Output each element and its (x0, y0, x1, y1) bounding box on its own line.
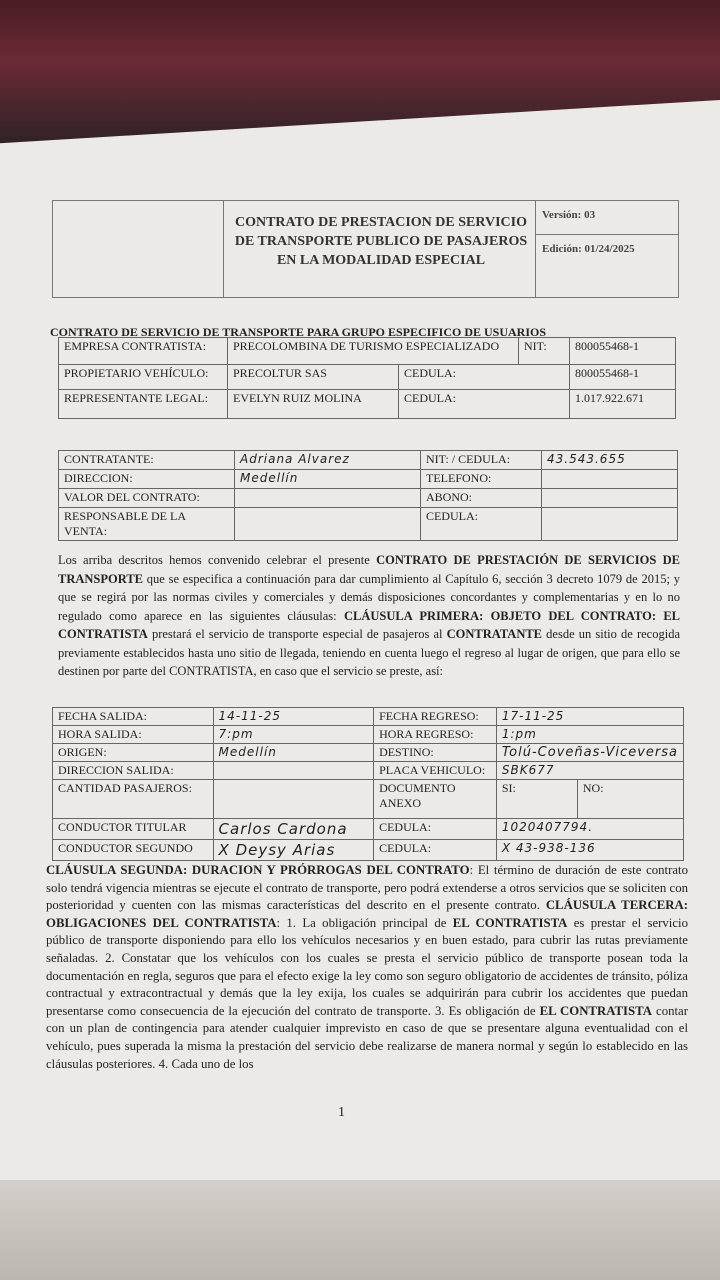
clause-bold: EL CONTRATISTA (539, 1003, 652, 1018)
table-row (53, 840, 684, 861)
title-line-1: CONTRATO DE PRESTACION DE SERVICIO (234, 215, 527, 230)
value-fecha-salida: 14-11-25 (213, 708, 374, 726)
value-cedula (542, 508, 678, 541)
label-empresa: EMPRESA CONTRATISTA: (59, 338, 228, 365)
table-row (53, 819, 684, 840)
page-number: 1 (338, 1105, 345, 1120)
table-row (59, 508, 678, 541)
intro-bold: CONTRATANTE (446, 627, 543, 641)
clause-text: es prestar el servicio público de transporte disponiendo para ello los vehículos necesarios y en buen estado, para cubrir las rutas previamente señaladas. 2. Constatar que los vehículos con los cuales se presta el servicio público de transporte posean toda la documentación en regla, seguros que para el efecto exige la ley como son seguro obligatorio de accidentes de tránsito, póliza contractual y extracontractual y demás que la ley exija, los cuales se adquirirán para cubrir los accidentes que puedan presentarse como consecuencia de la ejecución del contrato de transporte. 3. Es obligación de (46, 915, 688, 1018)
label-cedula: CEDULA: (399, 390, 570, 419)
value-responsable (235, 508, 421, 541)
label-origen: ORIGEN: (53, 744, 214, 762)
label-conductor-segundo: CONDUCTOR SEGUNDO (53, 840, 214, 861)
label-no: NO: (577, 780, 683, 819)
table-row (59, 489, 678, 508)
intro-text: prestará el servicio de transporte especial de pasajeros al (147, 627, 447, 641)
value-hora-salida: 7:pm (213, 726, 374, 744)
value-conductor-segundo: X Deysy Arias (213, 840, 374, 861)
value-propietario: PRECOLTUR SAS (228, 365, 399, 390)
value-cedula: 800055468-1 (570, 365, 676, 390)
version-label: Versión: 03 (536, 201, 679, 235)
value-conductor-titular: Carlos Cardona (213, 819, 374, 840)
value-abono (542, 489, 678, 508)
label-direccion: DIRECCION: (59, 470, 235, 489)
document-meta (535, 201, 679, 297)
label-cedula: CEDULA: (399, 365, 570, 390)
label-representante: REPRESENTANTE LEGAL: (59, 390, 228, 419)
value-telefono (542, 470, 678, 489)
table-row (59, 470, 678, 489)
table-row (59, 338, 676, 365)
value-nit: 800055468-1 (570, 338, 676, 365)
label-documento: DOCUMENTO ANEXO (374, 780, 497, 819)
value-nit-cedula: 43.543.655 (542, 451, 678, 470)
table-row (59, 451, 678, 470)
edition-label: Edición: 01/24/2025 (542, 243, 635, 255)
company-logo (53, 201, 224, 297)
value-cantidad (213, 780, 374, 819)
clause-second-heading: CLÁUSULA SEGUNDA: DURACION Y PRÓRROGAS DEL CONTRATO (46, 863, 470, 877)
section-title: CONTRATO DE SERVICIO DE TRANSPORTE PARA GRUPO ESPECIFICO DE USUARIOS (50, 325, 547, 339)
table-row (53, 726, 684, 744)
table-row (53, 780, 684, 819)
label-cedula: CEDULA: (374, 819, 497, 840)
document-title (225, 213, 537, 270)
value-cedula: 1.017.922.671 (570, 390, 676, 419)
table-row (59, 365, 676, 390)
label-hora-salida: HORA SALIDA: (53, 726, 214, 744)
clause-third-heading: CLÁUSULA TERCERA: OBLIGACIONES DEL CONTRATISTA (46, 898, 688, 930)
title-line-2: DE TRANSPORTE PUBLICO DE PASAJEROS (234, 234, 528, 249)
intro-bold: CONTRATO DE PRESTACIÓN DE SERVICIOS DE TRANSPORTE (58, 553, 680, 586)
label-abono: ABONO: (421, 489, 542, 508)
label-cantidad: CANTIDAD PASAJEROS: (53, 780, 214, 819)
intro-paragraph (58, 551, 680, 681)
clause-text: : 1. La obligación principal de (276, 915, 453, 930)
value-placa: SBK677 (496, 762, 683, 780)
value-fecha-regreso: 17-11-25 (496, 708, 683, 726)
label-telefono: TELEFONO: (421, 470, 542, 489)
clause-bold: EL CONTRATISTA (452, 915, 568, 930)
label-cedula: CEDULA: (421, 508, 542, 541)
label-direccion-salida: DIRECCION SALIDA: (53, 762, 214, 780)
intro-text: desde un sitio de recogida previamente establecidos hasta uno sitio de llegada, teniendo en cuenta luego el regreso al lugar de origen, que para ello se destinen por parte del CONTRATISTA, en caso que el servicio se preste, así: (58, 627, 680, 678)
value-hora-regreso: 1:pm (496, 726, 683, 744)
clause-first-heading: CLÁUSULA PRIMERA: OBJETO DEL CONTRATO: EL CONTRATISTA (58, 608, 680, 641)
label-valor: VALOR DEL CONTRATO: (59, 489, 235, 508)
value-contratante: Adriana Alvarez (235, 451, 421, 470)
value-origen: Medellín (213, 744, 374, 762)
label-placa: PLACA VEHICULO: (374, 762, 497, 780)
client-table (58, 450, 678, 541)
value-destino: Tolú-Coveñas-Viceversa (496, 744, 683, 762)
title-line-3: EN LA MODALIDAD ESPECIAL (276, 253, 486, 268)
label-propietario: PROPIETARIO VEHÍCULO: (59, 365, 228, 390)
label-conductor-titular: CONDUCTOR TITULAR (53, 819, 214, 840)
value-representante: EVELYN RUIZ MOLINA (228, 390, 399, 419)
label-nit-cedula: NIT: / CEDULA: (421, 451, 542, 470)
clauses-paragraph (46, 862, 688, 1073)
table-row (53, 708, 684, 726)
value-valor (235, 489, 421, 508)
table-row (53, 762, 684, 780)
clause-text: contar con un plan de contingencia para atender cualquier imprevisto en caso de que se presentare alguna eventualidad con el vehículo, pues superada la misma la prestación del servicio debe realizarse de manera normal y según lo establecido en las cláusulas posteriores. 4. Cada uno de los (46, 1003, 688, 1071)
value-cedula-conductor-titular: 1020407794. (496, 819, 683, 840)
company-table (58, 337, 676, 419)
value-empresa: PRECOLOMBINA DE TURISMO ESPECIALIZADO (228, 338, 519, 365)
label-destino: DESTINO: (374, 744, 497, 762)
value-direccion: Medellín (235, 470, 421, 489)
trip-table (52, 707, 684, 861)
value-cedula-conductor-segundo: X 43-938-136 (496, 840, 683, 861)
label-si: SI: (496, 780, 577, 819)
label-responsable: RESPONSABLE DE LA VENTA: (59, 508, 235, 541)
clause-text: : El término de duración de este contrato solo tendrá vigencia mientras se ejecute el contrato de transporte, pero podrá extenderse a otros servicios que se soliciten con posterioridad y cuenten con las mismas características del descrito en el presente contrato. (46, 863, 689, 913)
label-fecha-regreso: FECHA REGRESO: (374, 708, 497, 726)
label-hora-regreso: HORA REGRESO: (374, 726, 497, 744)
table-row (53, 744, 684, 762)
table-row (59, 390, 676, 419)
label-nit: NIT: (519, 338, 570, 365)
intro-text: que se especifica a continuación para dar cumplimiento al Capítulo 6, sección 3 decreto 1079 de 2015; y que se regirá por las normas civiles y comerciales y demás disposiciones concordantes y complementarias y en lo no regulado como aparece en las siguientes cláusulas: (58, 571, 680, 623)
label-fecha-salida: FECHA SALIDA: (53, 708, 214, 726)
label-contratante: CONTRATANTE: (59, 451, 235, 470)
document-header (52, 200, 679, 298)
value-direccion-salida (213, 762, 374, 780)
intro-text: Los arriba descritos hemos convenido celebrar el presente (58, 553, 377, 567)
label-cedula: CEDULA: (374, 840, 497, 861)
